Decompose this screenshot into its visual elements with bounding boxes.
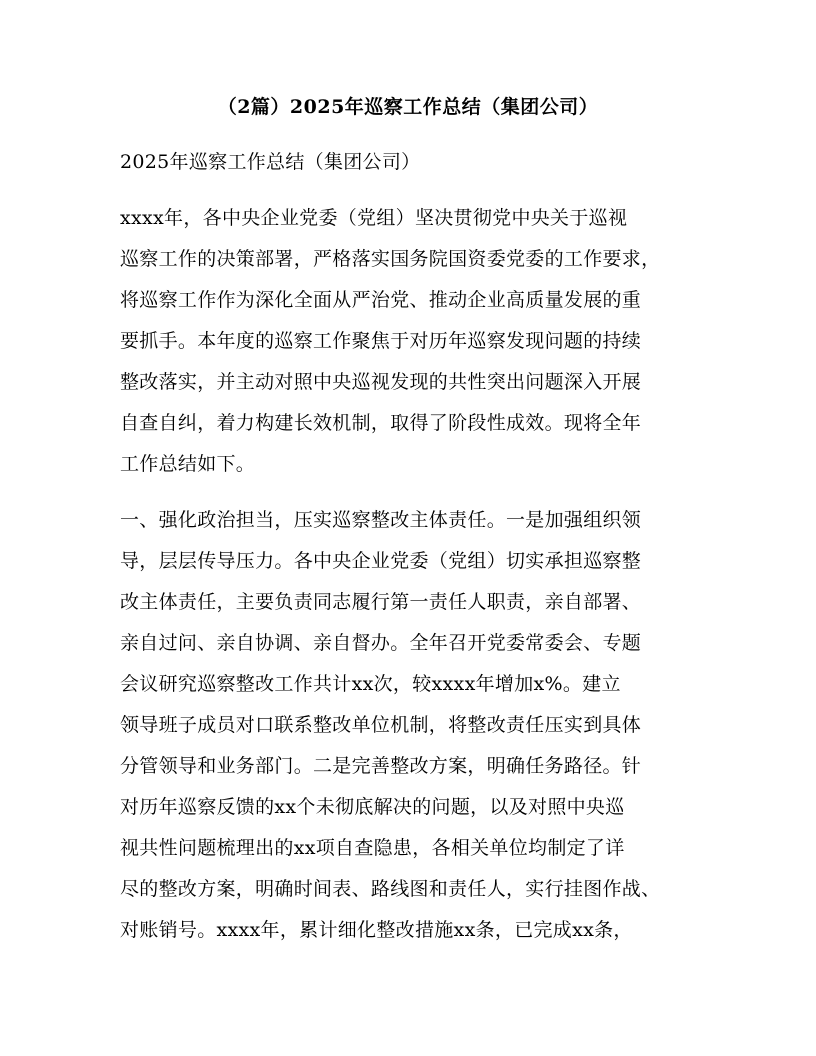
paragraph-line: 自查自纠，着力构建长效机制，取得了阶段性成效。现将全年 <box>120 412 642 434</box>
paragraph-line: 将巡察工作作为深化全面从严治党、推动企业高质量发展的重 <box>120 289 642 311</box>
paragraph-line: 改主体责任，主要负责同志履行第一责任人职责，亲自部署、 <box>120 591 642 613</box>
paragraph-line: 整改落实，并主动对照中央巡视发现的共性突出问题深入开展 <box>120 371 642 393</box>
paragraph-line: 要抓手。本年度的巡察工作聚焦于对历年巡察发现问题的持续 <box>120 330 642 352</box>
paragraph-line: 领导班子成员对口联系整改单位机制，将整改责任压实到具体 <box>120 714 642 736</box>
paragraph-line: 工作总结如下。 <box>120 453 256 475</box>
paragraph-line: 会议研究巡察整改工作共计xx次，较xxxx年增加x%。建立 <box>120 673 621 695</box>
document-subtitle: 2025年巡察工作总结（集团公司） <box>120 151 421 173</box>
paragraph-line: 亲自过问、亲自协调、亲自督办。全年召开党委常委会、专题 <box>120 632 642 654</box>
paragraph-line: 对历年巡察反馈的xx个未彻底解决的问题，以及对照中央巡 <box>120 796 625 818</box>
paragraph-line: 尽的整改方案，明确时间表、路线图和责任人，实行挂图作战、 <box>120 878 661 900</box>
paragraph-line: 巡察工作的决策部署，严格落实国务院国资委党委的工作要求， <box>120 248 661 270</box>
paragraph-line: 导，层层传导压力。各中央企业党委（党组）切实承担巡察整 <box>120 550 642 572</box>
paragraph-line: xxxx年，各中央企业党委（党组）坚决贯彻党中央关于巡视 <box>120 207 628 229</box>
paragraph-line: 一、强化政治担当，压实巡察整改主体责任。一是加强组织领 <box>120 509 642 531</box>
paragraph-line: 分管领导和业务部门。二是完善整改方案，明确任务路径。针 <box>120 755 642 777</box>
document-title: （2篇）2025年巡察工作总结（集团公司） <box>217 96 599 118</box>
paragraph-line: 对账销号。xxxx年，累计细化整改措施xx条，已完成xx条， <box>120 919 633 941</box>
paragraph-line: 视共性问题梳理出的xx项自查隐患，各相关单位均制定了详 <box>120 837 625 859</box>
